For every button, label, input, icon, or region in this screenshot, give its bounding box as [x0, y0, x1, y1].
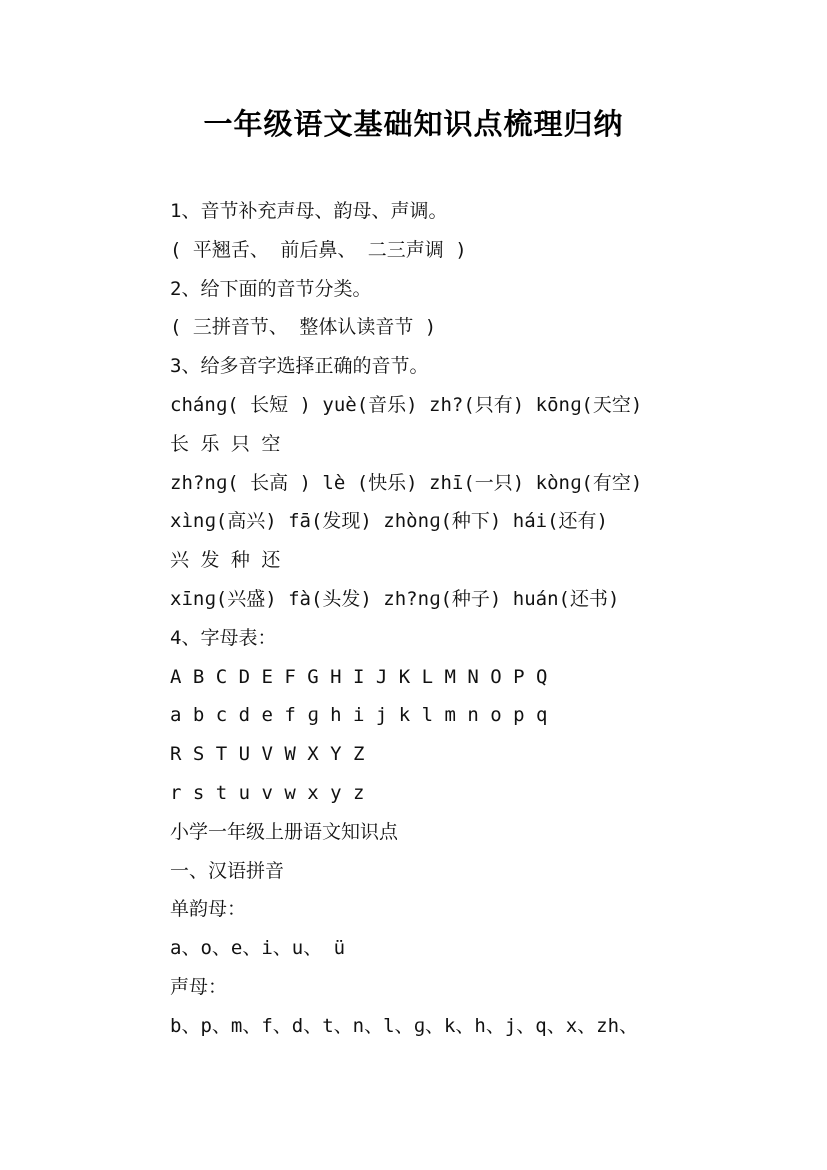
pinyin-line: xīnɡ(兴盛) fà(头发) zh?nɡ(种子) huán(还书): [170, 587, 620, 610]
label-line: 声母：: [170, 975, 228, 998]
section-heading: 小学一年级上册语文知识点: [170, 820, 399, 843]
pinyin-line: xìnɡ(高兴) fā(发现) zhònɡ(种下) hái(还有): [170, 510, 608, 533]
pinyin-line: chánɡ( 长短 ) yuè(音乐) zh?(只有) kōnɡ(天空): [170, 393, 643, 416]
alphabet-lowercase-line: a b c d e f ɡ h i j k l m n o p q: [170, 704, 548, 727]
vowel-list-line: a、o、e、i、u、 ü: [170, 937, 346, 960]
text-line-item-1: 1、音节补充声母、韵母、声调。: [170, 200, 448, 222]
text-line-item-2: 2、给下面的音节分类。: [170, 277, 372, 300]
text-line-item-4: 4、字母表：: [170, 626, 277, 649]
label-line: 单韵母：: [170, 898, 247, 921]
text-line-hint-1: ( 平翘舌、 前后鼻、 二三声调 ): [170, 238, 467, 261]
alphabet-uppercase-line: A B C D E F G H I J K L M N O P Q: [170, 665, 548, 688]
text-line-item-3: 3、给多音字选择正确的音节。: [170, 355, 429, 378]
initials-list-line: b、p、m、f、d、t、n、l、ɡ、k、h、j、q、x、zh、: [170, 1014, 639, 1037]
character-line: 长 乐 只 空: [170, 432, 281, 455]
pinyin-line: zh?nɡ( 长高 ) lè (快乐) zhī(一只) kònɡ(有空): [170, 471, 643, 494]
alphabet-uppercase-line: R S T U V W X Y Z: [170, 743, 365, 766]
text-line-hint-2: ( 三拼音节、 整体认读音节 ): [170, 316, 437, 339]
alphabet-lowercase-line: r s t u v w x y z: [170, 781, 365, 804]
character-line: 兴 发 种 还: [170, 549, 281, 572]
subsection-heading: 一、汉语拼音: [170, 859, 285, 882]
document-title: 一年级语文基础知识点梳理归纳: [203, 107, 624, 141]
document-body: [170, 196, 730, 1050]
